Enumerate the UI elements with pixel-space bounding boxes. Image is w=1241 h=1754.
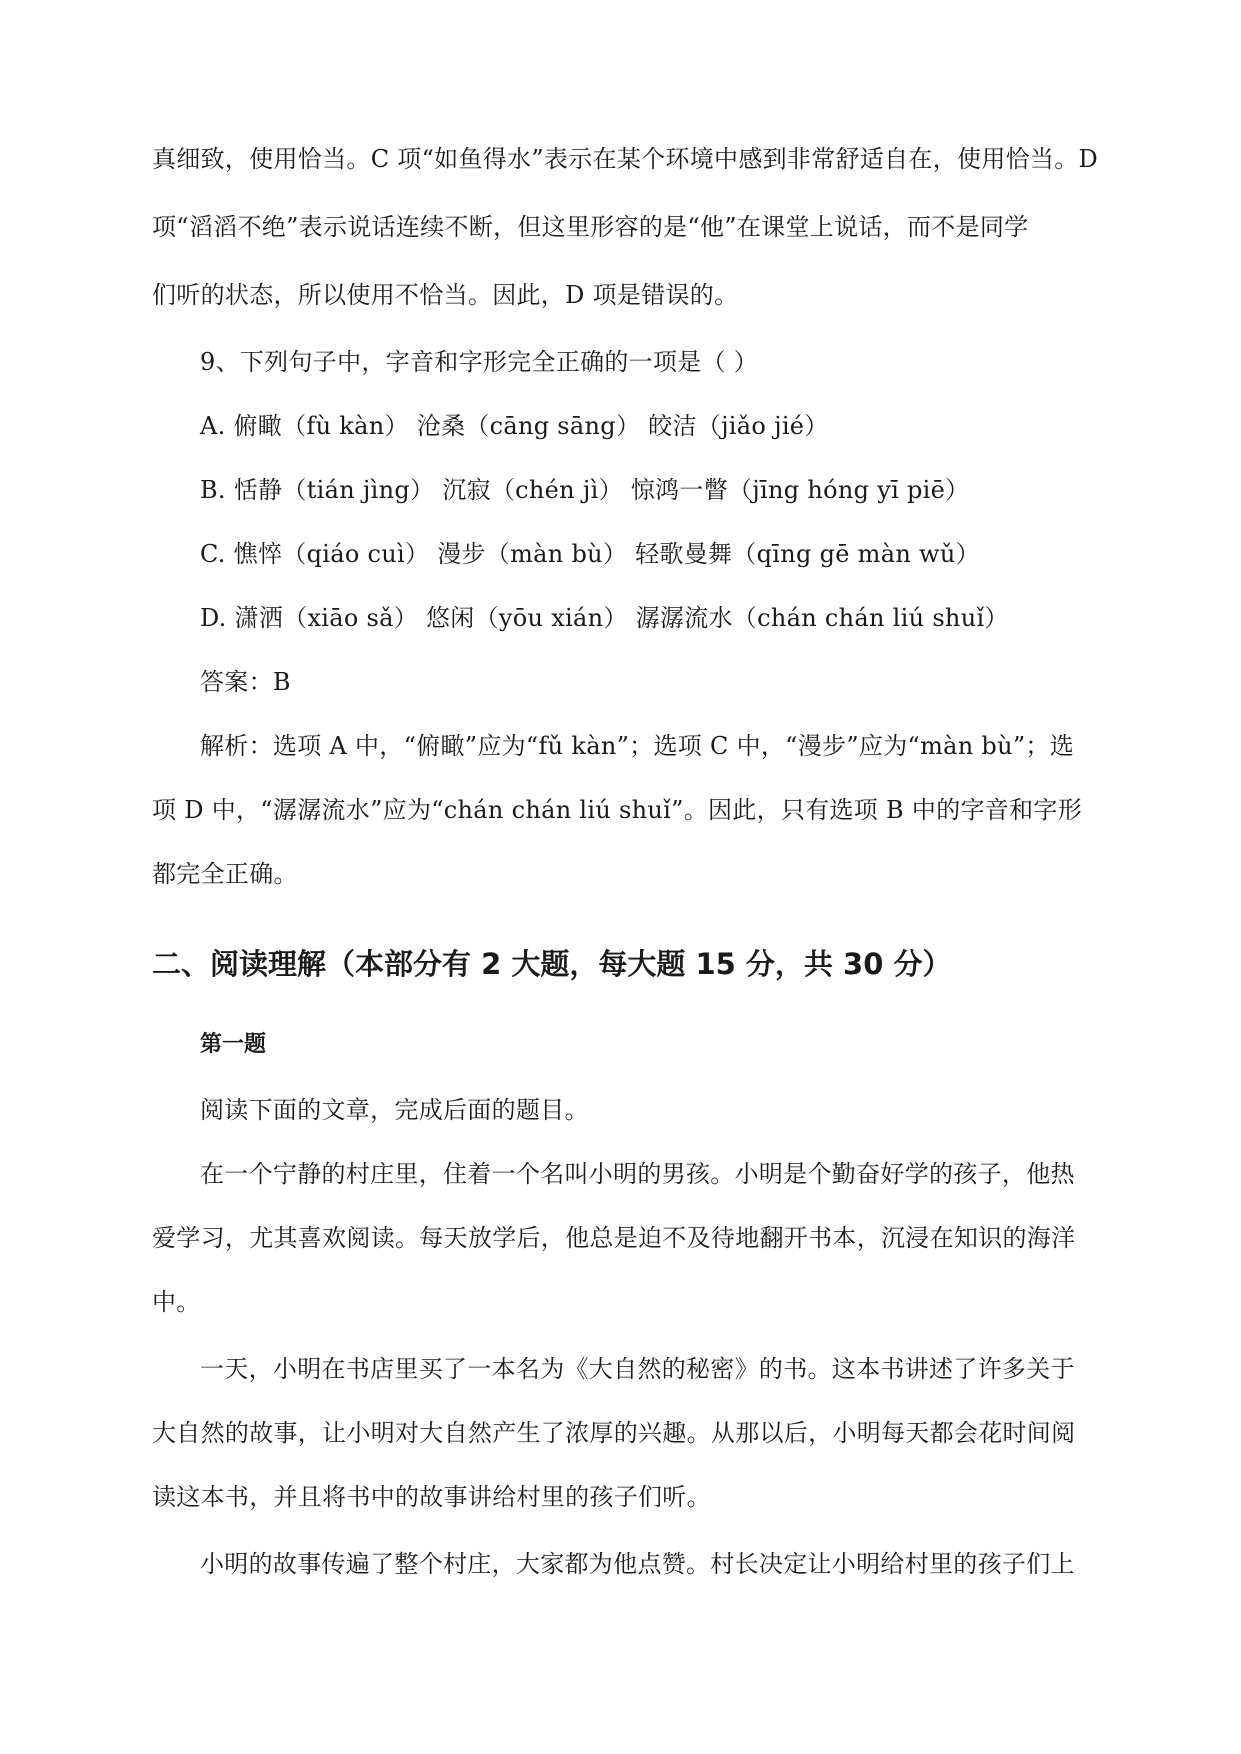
passage-p2-line-2: 大自然的故事，让小明对大自然产生了浓厚的兴趣。从那以后，小明每天都会花时间阅 (152, 1419, 1076, 1447)
question-9-analysis-line-1: 解析：选项 A 中，“俯瞰”应为“fǔ kàn”；选项 C 中，“漫步”应为“màn bù”；选 (200, 732, 1075, 760)
analysis-line-3: 们听的状态，所以使用不恰当。因此，D 项是错误的。 (152, 281, 739, 309)
question-9-stem: 9、下列句子中，字音和字形完全正确的一项是（ ） (200, 348, 759, 376)
question-9-option-d: D. 潇洒（xiāo sǎ） 悠闲（yōu xián） 潺潺流水（chán chán liú shuǐ） (200, 604, 1009, 632)
question-9-option-a: A. 俯瞰（fù kàn） 沧桑（cāng sāng） 皎洁（jiǎo jié） (200, 412, 829, 440)
question-9-option-b: B. 恬静（tián jìng） 沉寂（chén jì） 惊鸿一瞥（jīng hóng yī piē） (200, 476, 970, 504)
question-9-answer: 答案：B (200, 668, 291, 696)
question-9-option-c: C. 憔悴（qiáo cuì） 漫步（màn bù） 轻歌曼舞（qīng gē màn wǔ） (200, 540, 980, 568)
passage-p1-line-3: 中。 (152, 1288, 201, 1316)
question-9-analysis-line-3: 都完全正确。 (152, 860, 298, 888)
passage-p3-line-1: 小明的故事传遍了整个村庄，大家都为他点赞。村长决定让小明给村里的孩子们上 (200, 1550, 1075, 1578)
question-9-analysis-line-2: 项 D 中，“潺潺流水”应为“chán chán liú shuǐ”。因此，只有选项 B 中的字音和字形 (152, 796, 1082, 824)
passage-p2-line-3: 读这本书，并且将书中的故事讲给村里的孩子们听。 (152, 1483, 711, 1511)
passage-p1-line-1: 在一个宁静的村庄里，住着一个名叫小明的男孩。小明是个勤奋好学的孩子，他热 (200, 1160, 1075, 1188)
reading-instruction: 阅读下面的文章，完成后面的题目。 (200, 1096, 589, 1124)
question-1-title: 第一题 (200, 1032, 267, 1057)
passage-p1-line-2: 爱学习，尤其喜欢阅读。每天放学后，他总是迫不及待地翻开书本，沉浸在知识的海洋 (152, 1224, 1076, 1252)
analysis-line-2: 项“滔滔不绝”表示说话连续不断，但这里形容的是“他”在课堂上说话，而不是同学 (152, 213, 1029, 241)
passage-p2-line-1: 一天，小明在书店里买了一本名为《大自然的秘密》的书。这本书讲述了许多关于 (200, 1355, 1075, 1383)
analysis-line-1: 真细致，使用恰当。C 项“如鱼得水”表示在某个环境中感到非常舒适自在，使用恰当。D (152, 145, 1099, 173)
section-2-heading: 二、阅读理解（本部分有 2 大题，每大题 15 分，共 30 分） (152, 947, 952, 981)
